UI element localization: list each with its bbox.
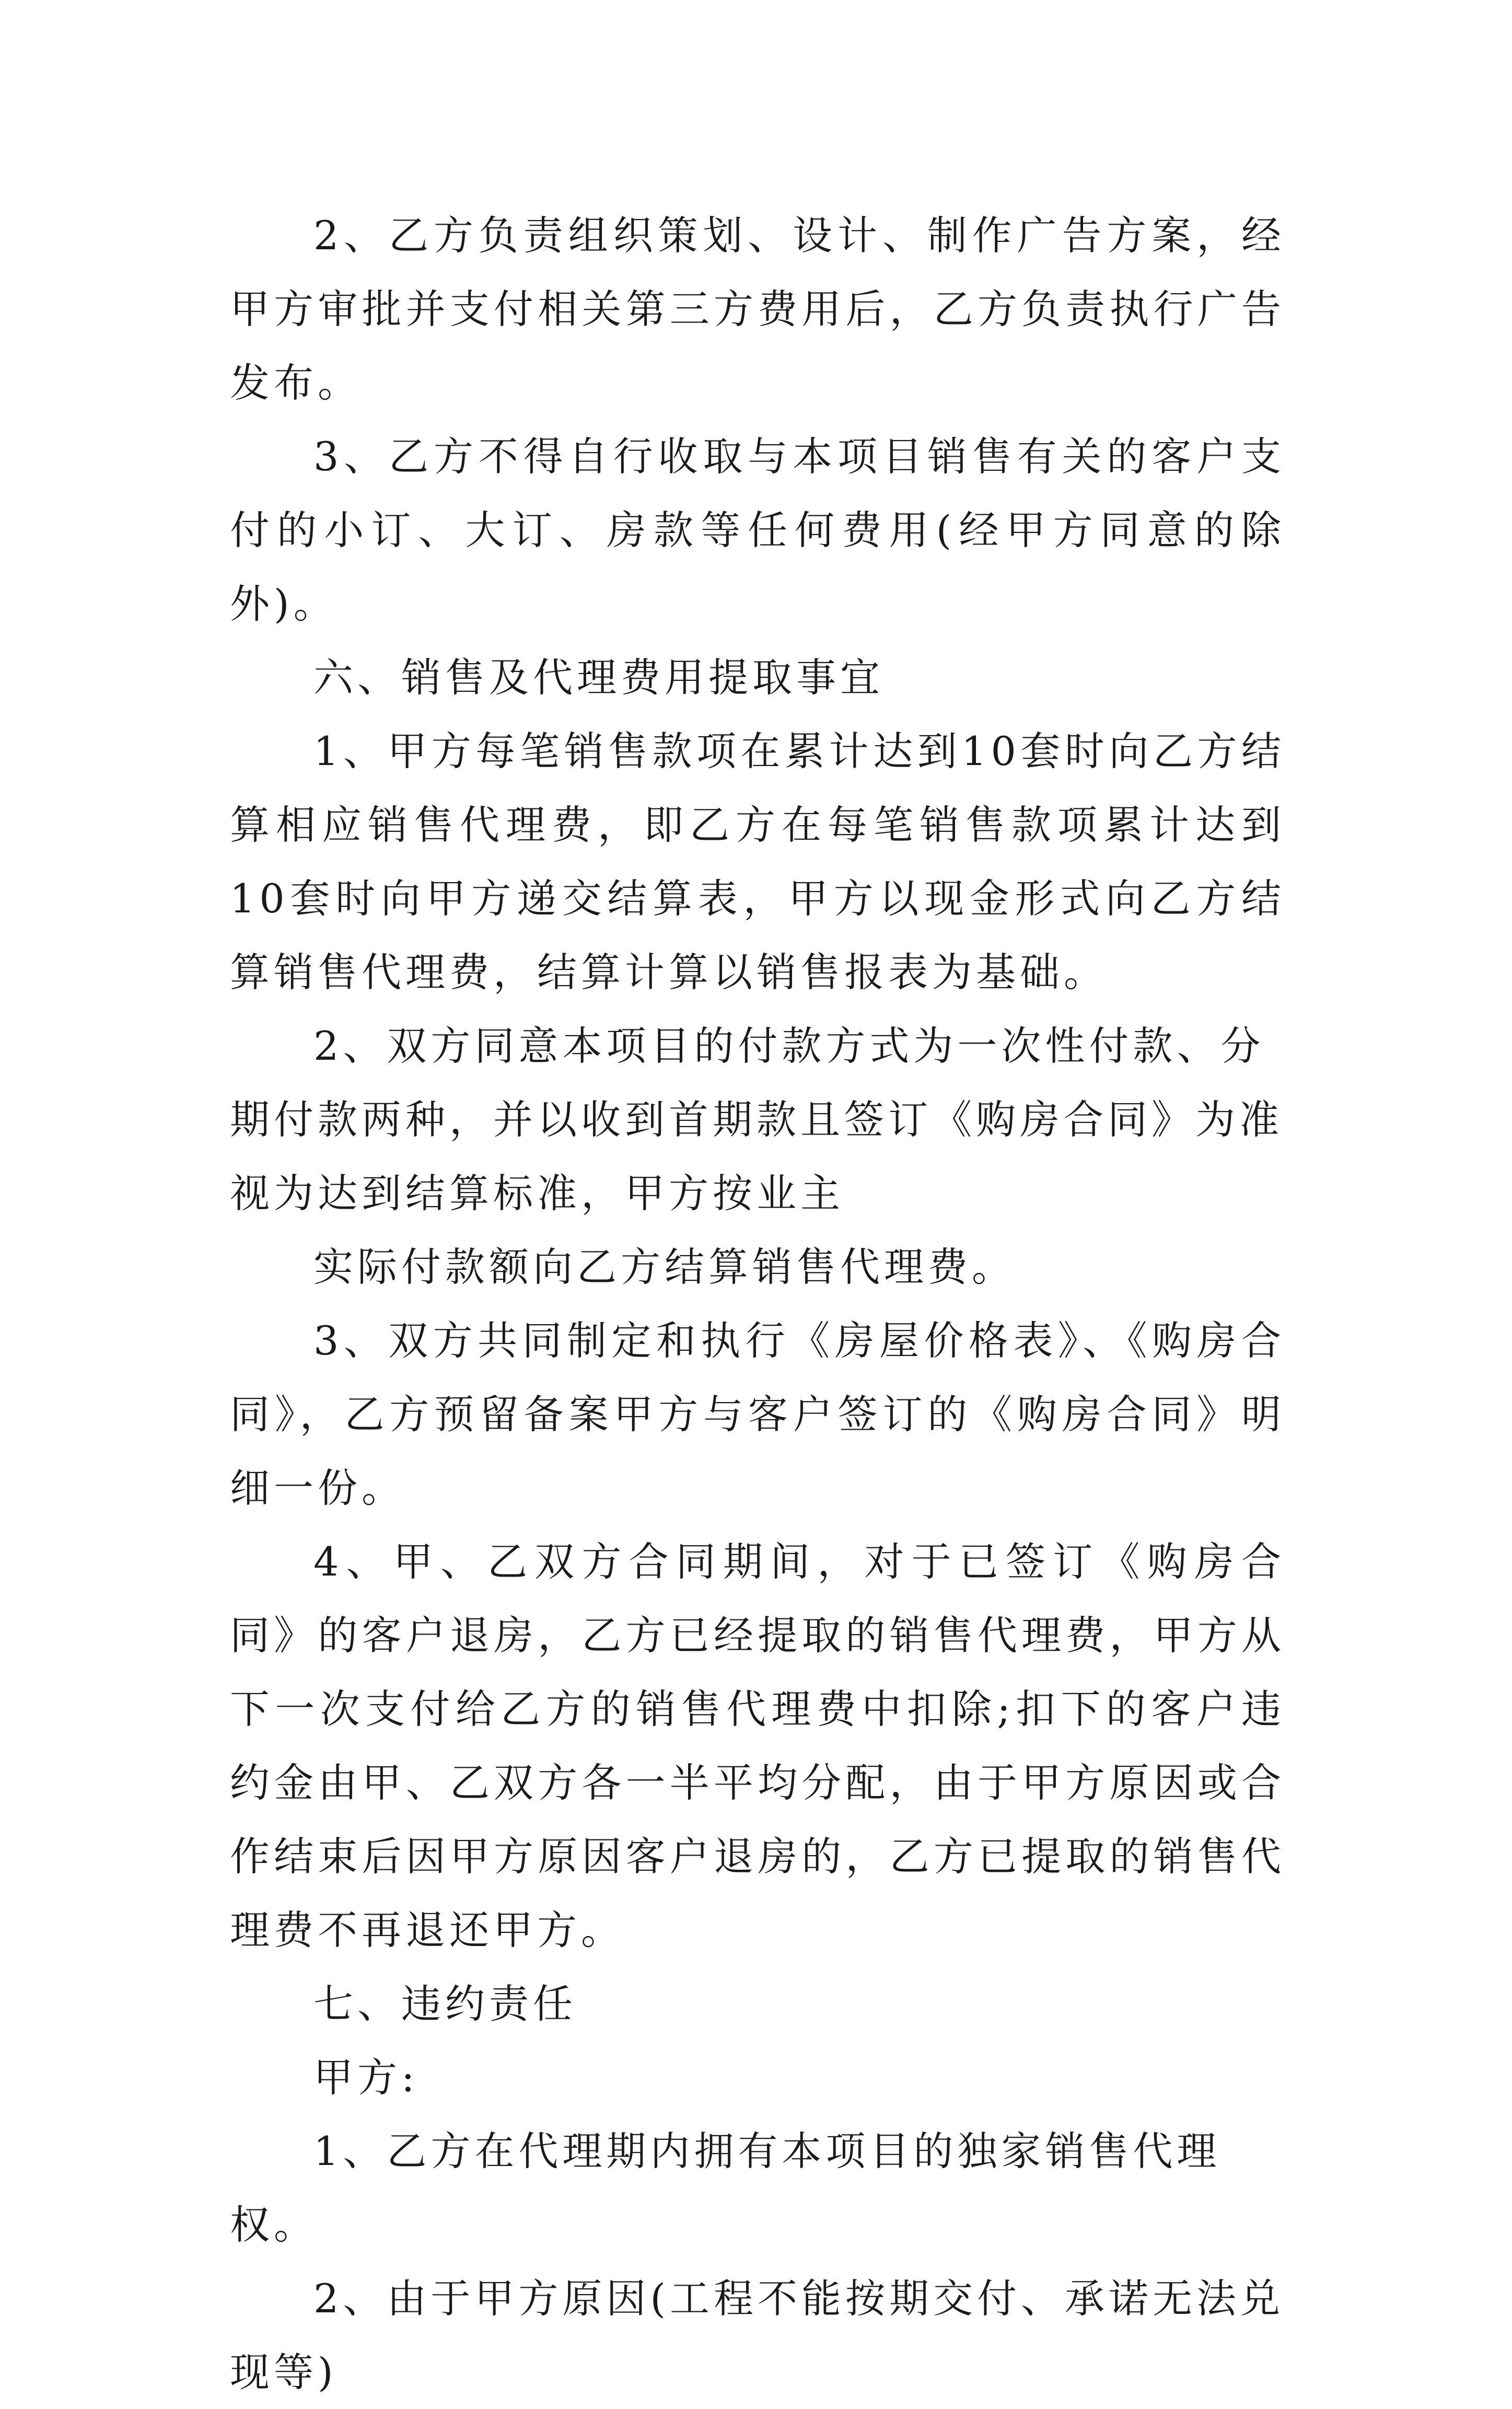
paragraph-no-fee-collection: 3、乙方不得自行收取与本项目销售有关的客户支付的小订、大订、房款等任何费用(经甲方同意的除外)。: [230, 433, 1285, 627]
paragraph-payment-methods: 2、双方同意本项目的付款方式为一次性付款、分期付款两种，并以收到首期款且签订《购房合同》为准视为达到结算标准，甲方按业主: [230, 1023, 1283, 1217]
paragraph-party-a-fault: 2、由于甲方原因(工程不能按期交付、承诺无法兑现等): [230, 2275, 1285, 2395]
paragraph-settlement-schedule: 1、甲方每笔销售款项在累计达到10套时向乙方结算相应销售代理费，即乙方在每笔销售款项累计达到10套时向甲方递交结算表，甲方以现金形式向乙方结算销售代理费，结算计算以销售报表为基础。: [230, 728, 1285, 995]
paragraph-refund-handling: 4、甲、乙双方合同期间，对于已签订《购房合同》的客户退房，乙方已经提取的销售代理费，甲方从下一次支付给乙方的销售代理费中扣除;扣下的客户违约金由甲、乙双方各一半平均分配，由于甲方原因或合作结束后因甲方原因客户退房的，乙方已提取的销售代理费不再退还甲方。: [230, 1538, 1285, 1953]
paragraph-exclusive-rights: 1、乙方在代理期内拥有本项目的独家销售代理权。: [230, 2128, 1221, 2248]
section-heading-fees: 六、销售及代理费用提取事宜: [313, 654, 884, 701]
party-a-label: 甲方:: [313, 2054, 419, 2101]
section-heading-liability: 七、违约责任: [313, 1981, 577, 2027]
document-body: [230, 199, 1285, 2409]
paragraph-price-table: 3、双方共同制定和执行《房屋价格表》、《购房合同》，乙方预留备案甲方与客户签订的《购房合同》明细一份。: [230, 1317, 1285, 1511]
paragraph-actual-payment: 实际付款额向乙方结算销售代理费。: [313, 1244, 1016, 1290]
paragraph-ad-plan: 2、乙方负责组织策划、设计、制作广告方案，经甲方审批并支付相关第三方费用后，乙方负责执行广告发布。: [230, 212, 1285, 406]
